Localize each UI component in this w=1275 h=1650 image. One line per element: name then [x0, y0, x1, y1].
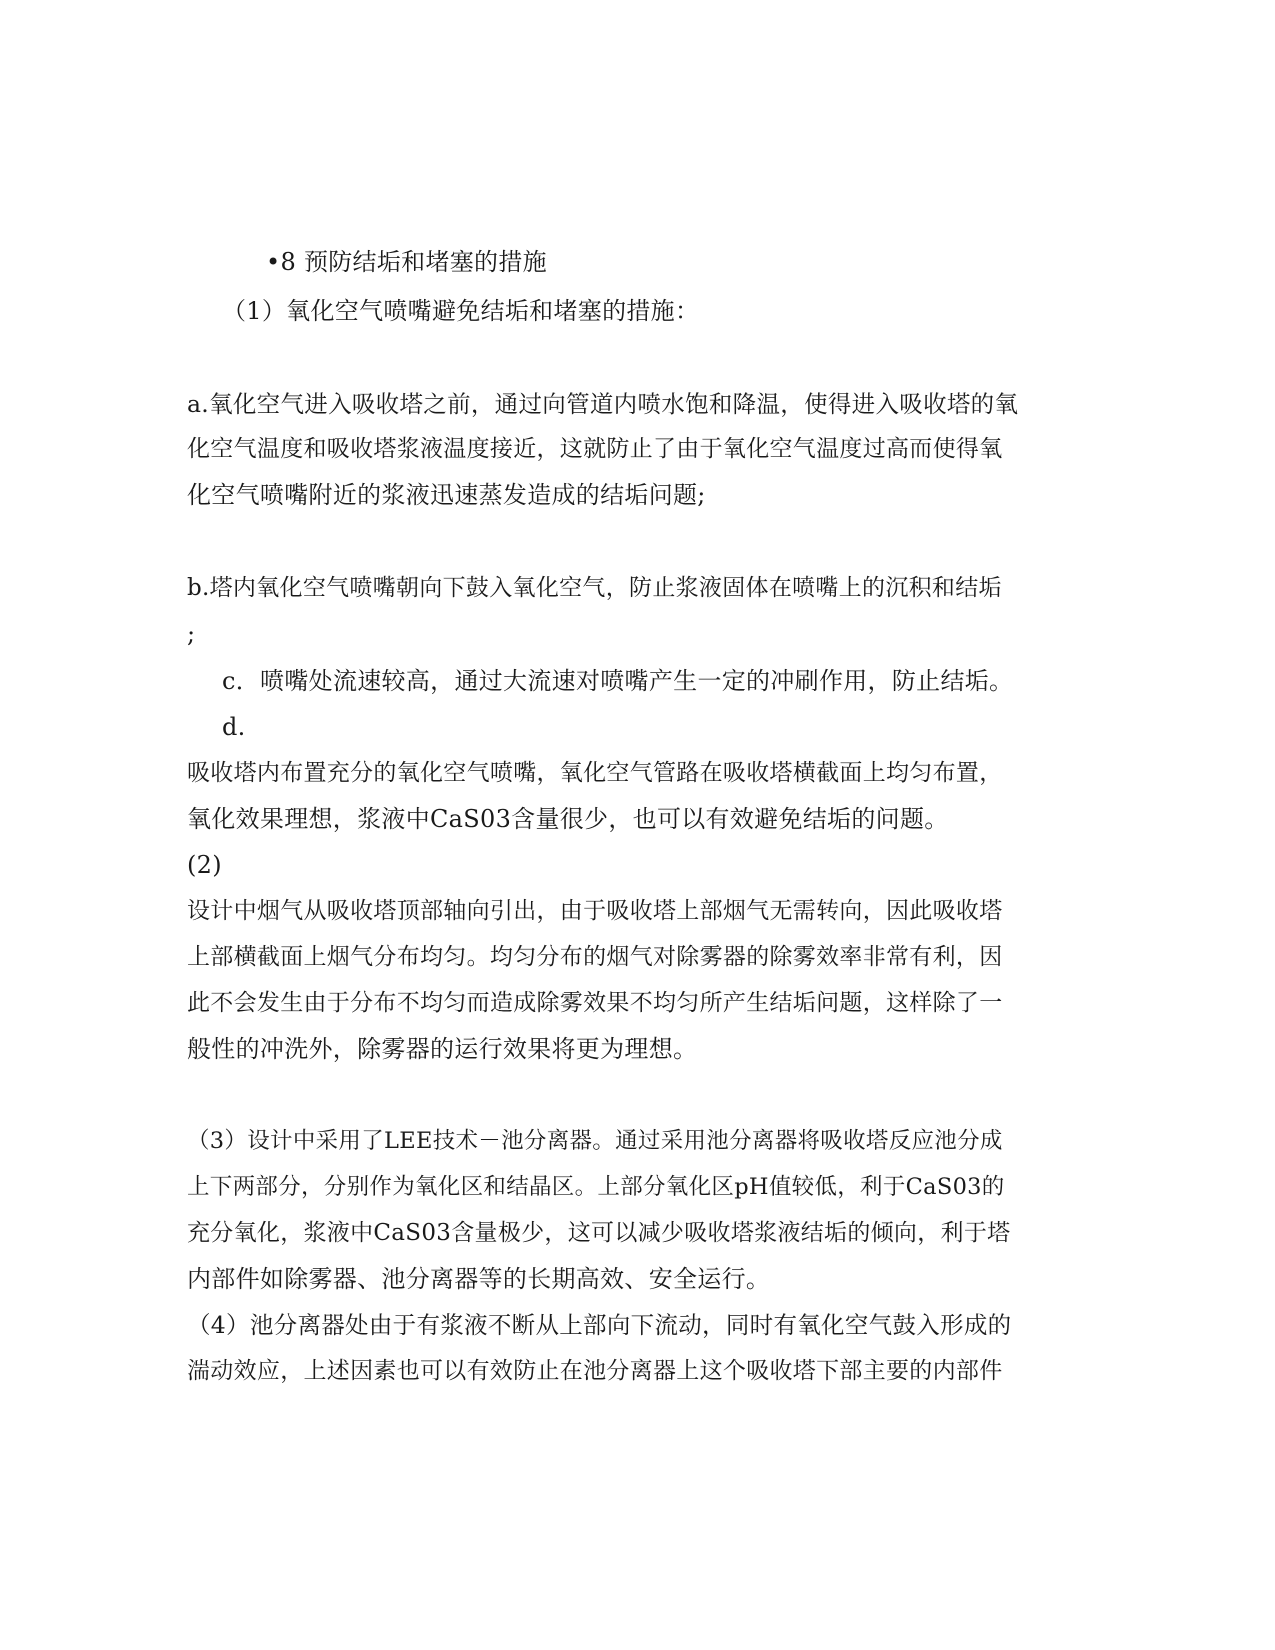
item-label: (2)	[187, 851, 222, 879]
paragraph-line: 上部横截面上烟气分布均匀。均匀分布的烟气对除雾器的除雾效率非常有利，因	[187, 944, 1003, 970]
paragraph-line: a.氧化空气进入吸收塔之前，通过向管道内喷水饱和降温，使得进入吸收塔的氧	[187, 390, 1019, 418]
paragraph-line: 设计中烟气从吸收塔顶部轴向引出，由于吸收塔上部烟气无需转向，因此吸收塔	[187, 898, 1003, 924]
paragraph-line: 氧化效果理想，浆液中CaS03含量很少，也可以有效避免结垢的问题。	[187, 805, 949, 833]
section-heading: •8 预防结垢和堵塞的措施	[266, 248, 547, 276]
paragraph-line: 充分氧化，浆液中CaS03含量极少，这可以减少吸收塔浆液结垢的倾向，利于塔	[187, 1220, 1011, 1246]
paragraph-line: b.塔内氧化空气喷嘴朝向下鼓入氧化空气，防止浆液固体在喷嘴上的沉积和结垢	[187, 575, 1002, 601]
paragraph-line: 此不会发生由于分布不均匀而造成除雾效果不均匀所产生结垢问题，这样除了一	[187, 990, 1003, 1016]
paragraph-line: （3）设计中采用了LEE技术－池分离器。通过采用池分离器将吸收塔反应池分成	[187, 1128, 1003, 1154]
paragraph-line: c．喷嘴处流速较高，通过大流速对喷嘴产生一定的冲刷作用，防止结垢。	[222, 667, 1014, 695]
paragraph-line: 化空气喷嘴附近的浆液迅速蒸发造成的结垢问题;	[187, 481, 706, 509]
paragraph-line: 般性的冲洗外，除雾器的运行效果将更为理想。	[187, 1035, 698, 1063]
paragraph-line: 湍动效应，上述因素也可以有效防止在池分离器上这个吸收塔下部主要的内部件	[187, 1358, 1003, 1384]
paragraph-line: 吸收塔内布置充分的氧化空气喷嘴，氧化空气管路在吸收塔横截面上均匀布置，	[187, 760, 1003, 786]
paragraph-line: ;	[187, 620, 196, 648]
paragraph-line: 上下两部分，分别作为氧化区和结晶区。上部分氧化区pH值较低，利于CaS03的	[187, 1174, 1005, 1200]
paragraph-line: 化空气温度和吸收塔浆液温度接近，这就防止了由于氧化空气温度过高而使得氧	[187, 436, 1003, 462]
paragraph-line: （4）池分离器处由于有浆液不断从上部向下流动，同时有氧化空气鼓入形成的	[187, 1311, 1012, 1339]
subsection-title: （1）氧化空气喷嘴避免结垢和堵塞的措施：	[222, 297, 700, 325]
item-label: d.	[222, 713, 246, 741]
paragraph-line: 内部件如除雾器、池分离器等的长期高效、安全运行。	[187, 1265, 771, 1293]
